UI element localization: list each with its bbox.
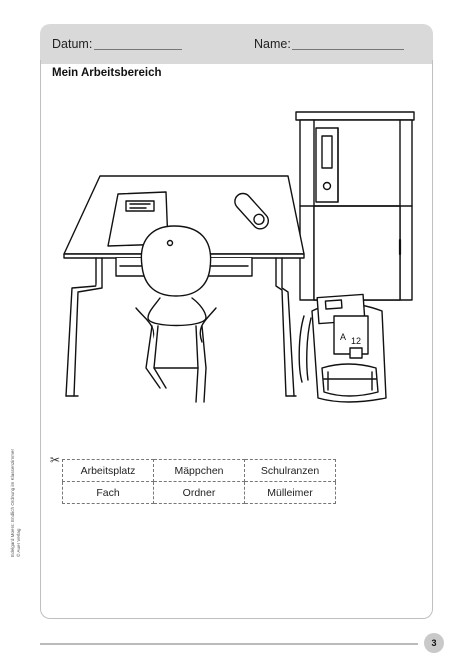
header-bar <box>40 24 433 64</box>
cabinet <box>296 112 414 300</box>
page-title: Mein Arbeitsbereich <box>52 67 162 79</box>
scissors-icon: ✂ <box>50 453 61 467</box>
folder-letter: A <box>340 332 347 342</box>
word-cutout-table <box>62 459 336 504</box>
word-card[interactable]: Schulranzen <box>245 460 336 482</box>
word-card[interactable]: Mäppchen <box>154 460 245 482</box>
workspace-illustration <box>56 106 418 406</box>
date-line[interactable] <box>94 49 182 50</box>
name-label: Name: <box>254 37 291 51</box>
source-line: Edelgard Moers: Endlich Ordnung im Klassenzimmer <box>10 449 15 557</box>
publisher-line: © Auer Verlag <box>16 528 21 557</box>
backpack <box>299 294 386 402</box>
name-line[interactable] <box>292 49 404 50</box>
chair <box>136 226 216 402</box>
copyright-note <box>10 407 22 557</box>
date-label: Datum: <box>52 37 93 51</box>
word-card[interactable]: Ordner <box>154 482 245 504</box>
word-card[interactable]: Fach <box>63 482 154 504</box>
footer-rule <box>40 643 418 645</box>
folder-number: 12 <box>351 336 362 346</box>
word-card[interactable]: Arbeitsplatz <box>63 460 154 482</box>
word-card[interactable]: Mülleimer <box>245 482 336 504</box>
table-row <box>63 482 336 504</box>
table-row <box>63 460 336 482</box>
page-number: 3 <box>424 633 444 653</box>
